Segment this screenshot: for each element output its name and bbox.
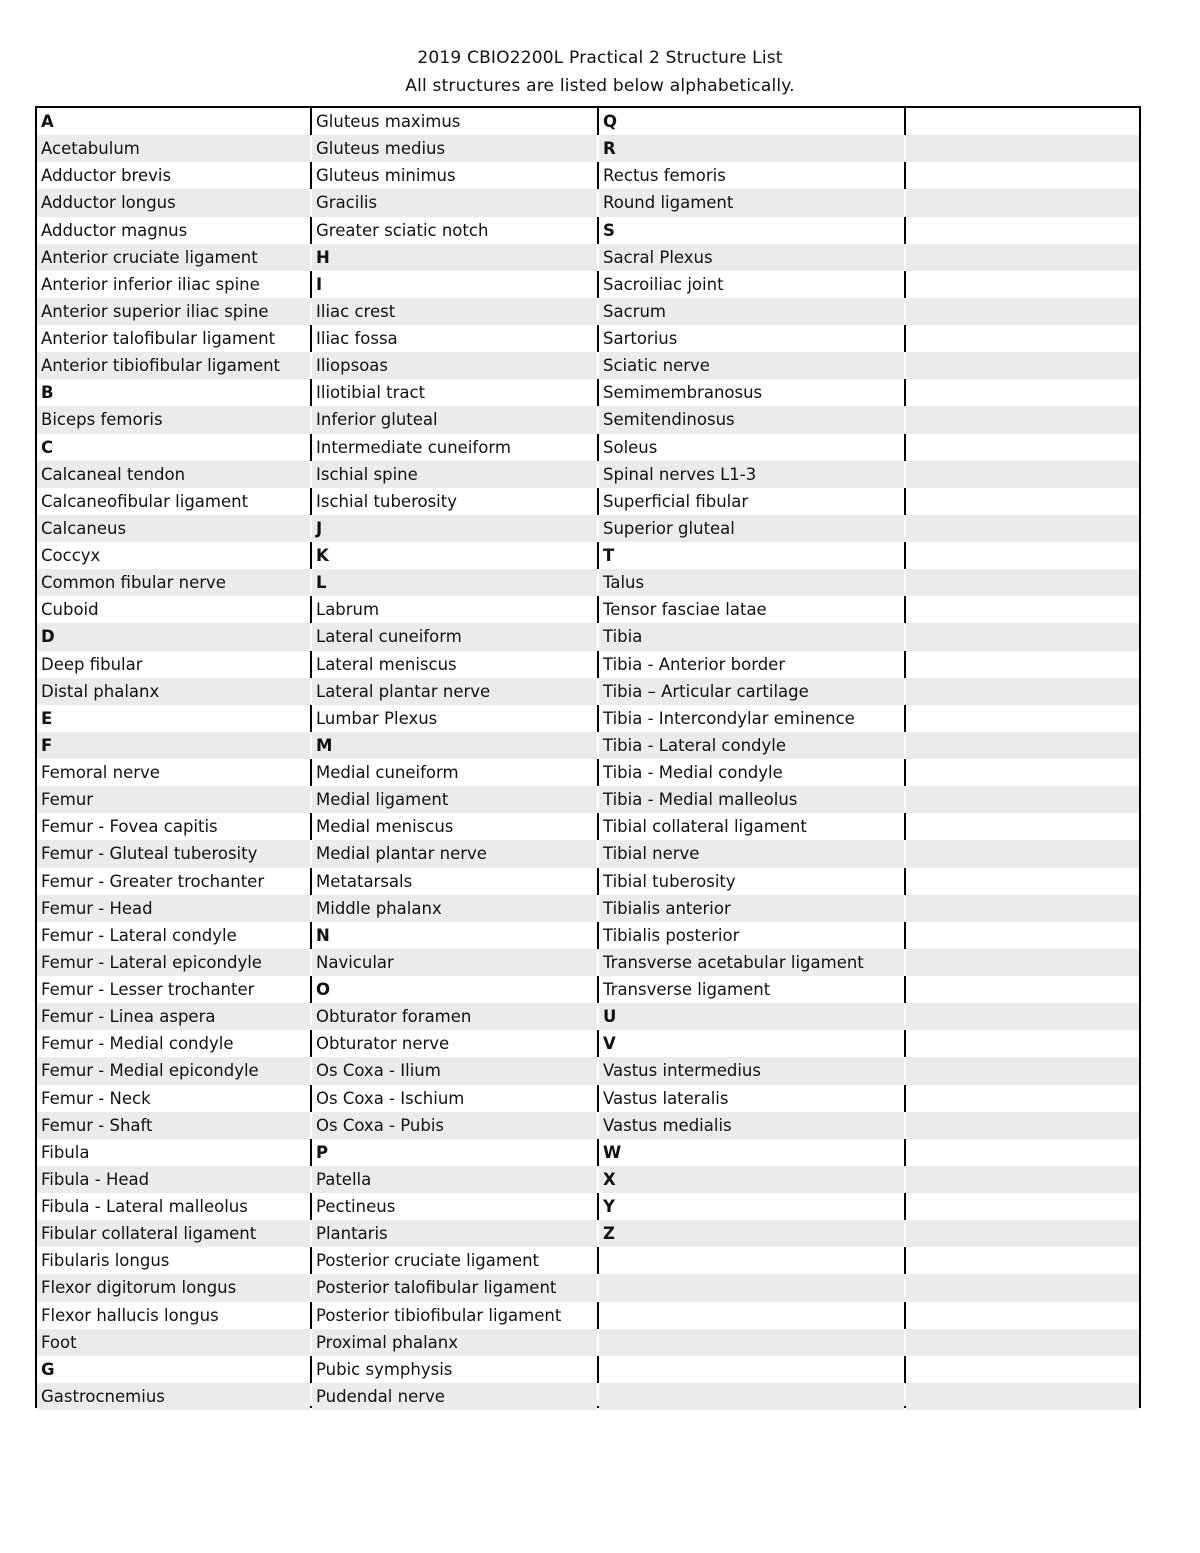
structure-cell: W [598, 1139, 905, 1166]
structure-cell: Vastus lateralis [598, 1085, 905, 1112]
structure-cell: Sartorius [598, 325, 905, 352]
structure-cell: Femoral nerve [41, 763, 160, 783]
table-row [37, 461, 1139, 488]
empty-cell [905, 922, 1139, 949]
structure-cell: Iliopsoas [311, 352, 598, 379]
empty-cell [905, 325, 1139, 352]
structure-cell: Lumbar Plexus [311, 705, 598, 732]
structure-cell: P [311, 1139, 598, 1166]
structure-cell: Intermediate cuneiform [311, 434, 598, 461]
table-row [37, 1085, 1139, 1112]
structure-cell: G [41, 1359, 55, 1379]
structure-cell: Superficial fibular [598, 488, 905, 515]
table-row [37, 651, 1139, 678]
structure-list-table [35, 106, 1141, 1408]
structure-cell: Y [598, 1193, 905, 1220]
structure-cell: Superior gluteal [598, 515, 905, 542]
structure-cell: Navicular [311, 949, 598, 976]
structure-cell: Tibial collateral ligament [598, 813, 905, 840]
empty-cell [905, 244, 1139, 271]
structure-cell: Transverse ligament [598, 976, 905, 1003]
structure-cell: Posterior cruciate ligament [311, 1247, 598, 1274]
table-row [37, 1139, 1139, 1166]
structure-cell: Lateral cuneiform [311, 623, 598, 650]
structure-cell: Femur - Shaft [37, 1112, 311, 1139]
table-row [37, 868, 1139, 895]
table-row [37, 786, 1139, 813]
empty-cell [905, 1247, 1139, 1274]
empty-cell [905, 189, 1139, 216]
structure-cell: Tibia - Lateral condyle [598, 732, 905, 759]
structure-cell: Tibialis anterior [598, 895, 905, 922]
structure-cell: Femur [37, 786, 311, 813]
table-row [37, 542, 1139, 569]
structure-cell: Femur - Lateral condyle [41, 925, 237, 945]
structure-cell: Sacrum [598, 298, 905, 325]
table-row [37, 217, 1139, 244]
structure-cell: D [37, 623, 311, 650]
structure-cell: Tibia – Articular cartilage [598, 678, 905, 705]
empty-cell [905, 1112, 1139, 1139]
structure-cell [598, 1383, 905, 1410]
structure-cell: J [311, 515, 598, 542]
structure-cell: Tibia [598, 623, 905, 650]
structure-cell: E [41, 708, 53, 728]
empty-cell [905, 813, 1139, 840]
structure-cell [598, 1329, 905, 1356]
empty-cell [905, 162, 1139, 189]
table-row [37, 1383, 1139, 1410]
structure-cell: Femur - Medial epicondyle [37, 1057, 311, 1084]
empty-cell [905, 949, 1139, 976]
empty-cell [905, 1030, 1139, 1057]
structure-cell: Os Coxa - Ischium [311, 1085, 598, 1112]
structure-cell: Tensor fasciae latae [598, 596, 905, 623]
table-row [37, 813, 1139, 840]
structure-cell: Metatarsals [311, 868, 598, 895]
empty-cell [905, 705, 1139, 732]
structure-cell: Femur - Lesser trochanter [41, 980, 255, 1000]
empty-cell [905, 434, 1139, 461]
empty-cell [905, 542, 1139, 569]
structure-cell: Femur - Fovea capitis [41, 817, 218, 837]
structure-cell: Anterior talofibular ligament [41, 329, 276, 349]
structure-cell: A [41, 112, 54, 132]
empty-cell [905, 895, 1139, 922]
structure-cell: Common fibular nerve [37, 569, 311, 596]
structure-cell: Iliac crest [311, 298, 598, 325]
table-row [37, 759, 1139, 786]
table-row [37, 1302, 1139, 1329]
structure-cell: Vastus medialis [598, 1112, 905, 1139]
structure-cell: Anterior superior iliac spine [37, 298, 311, 325]
table-row [37, 705, 1139, 732]
structure-cell: Z [598, 1220, 905, 1247]
structure-cell: Posterior talofibular ligament [311, 1274, 598, 1301]
table-row [37, 244, 1139, 271]
structure-cell: Gracilis [311, 189, 598, 216]
structure-cell: Iliac fossa [311, 325, 598, 352]
structure-cell: Os Coxa - Pubis [311, 1112, 598, 1139]
table-row [37, 352, 1139, 379]
empty-cell [905, 352, 1139, 379]
structure-cell: Lateral meniscus [311, 651, 598, 678]
table-row [37, 189, 1139, 216]
empty-cell [905, 1356, 1139, 1383]
structure-cell: Flexor hallucis longus [41, 1305, 219, 1325]
empty-cell [905, 759, 1139, 786]
structure-cell: U [598, 1003, 905, 1030]
structure-cell: Inferior gluteal [311, 406, 598, 433]
structure-cell: Tibial nerve [598, 840, 905, 867]
table-row [37, 1057, 1139, 1084]
empty-cell [905, 840, 1139, 867]
structure-cell: Acetabulum [37, 135, 311, 162]
table-row [37, 434, 1139, 461]
structure-cell [598, 1356, 905, 1383]
structure-cell: Calcaneofibular ligament [41, 491, 249, 511]
table-row [37, 515, 1139, 542]
empty-cell [905, 1329, 1139, 1356]
empty-cell [905, 651, 1139, 678]
structure-cell: Adductor longus [37, 189, 311, 216]
structure-cell: Sciatic nerve [598, 352, 905, 379]
structure-cell: Femur - Greater trochanter [41, 871, 265, 891]
structure-cell: Semitendinosus [598, 406, 905, 433]
structure-cell: Gluteus maximus [311, 108, 598, 135]
structure-cell: Ischial spine [311, 461, 598, 488]
structure-cell: Distal phalanx [37, 678, 311, 705]
structure-cell: Transverse acetabular ligament [598, 949, 905, 976]
empty-cell [905, 461, 1139, 488]
table-row [37, 922, 1139, 949]
empty-cell [905, 868, 1139, 895]
structure-cell: Fibula [41, 1142, 90, 1162]
structure-cell: S [598, 217, 905, 244]
empty-cell [905, 1274, 1139, 1301]
structure-cell: Tibia - Medial malleolus [598, 786, 905, 813]
structure-cell: Anterior cruciate ligament [37, 244, 311, 271]
structure-cell: Coccyx [41, 546, 101, 566]
empty-cell [905, 515, 1139, 542]
empty-cell [905, 1220, 1139, 1247]
structure-cell: Deep fibular [41, 654, 143, 674]
empty-cell [905, 1085, 1139, 1112]
table-row [37, 1247, 1139, 1274]
structure-cell: Obturator nerve [311, 1030, 598, 1057]
structure-cell: Fibular collateral ligament [37, 1220, 311, 1247]
structure-cell: I [311, 271, 598, 298]
structure-cell: Rectus femoris [598, 162, 905, 189]
structure-cell: X [598, 1166, 905, 1193]
structure-cell: Femur - Medial condyle [41, 1034, 234, 1054]
document-title: 2019 CBIO2200L Practical 2 Structure List [417, 48, 783, 68]
structure-cell: F [37, 732, 311, 759]
structure-cell: Biceps femoris [37, 406, 311, 433]
structure-cell: Pudendal nerve [311, 1383, 598, 1410]
table-row [37, 325, 1139, 352]
table-row [37, 949, 1139, 976]
empty-cell [905, 108, 1139, 135]
structure-cell: N [311, 922, 598, 949]
table-row [37, 271, 1139, 298]
structure-cell: Tibia - Anterior border [598, 651, 905, 678]
table-row [37, 895, 1139, 922]
structure-cell: B [41, 383, 54, 403]
table-row [37, 1356, 1139, 1383]
structure-cell: Foot [37, 1329, 311, 1356]
table-row [37, 1030, 1139, 1057]
structure-cell: Femur - Neck [41, 1088, 151, 1108]
empty-cell [905, 1302, 1139, 1329]
structure-cell: Middle phalanx [311, 895, 598, 922]
structure-cell: Gastrocnemius [37, 1383, 311, 1410]
structure-cell: Round ligament [598, 189, 905, 216]
structure-cell: Fibula - Head [37, 1166, 311, 1193]
structure-cell: Gluteus minimus [311, 162, 598, 189]
empty-cell [905, 786, 1139, 813]
structure-cell: R [598, 135, 905, 162]
empty-cell [905, 569, 1139, 596]
structure-cell: Fibula - Lateral malleolus [41, 1197, 248, 1217]
table-row [37, 406, 1139, 433]
structure-cell: Semimembranosus [598, 379, 905, 406]
structure-cell: V [598, 1030, 905, 1057]
structure-cell: Posterior tibiofibular ligament [311, 1302, 598, 1329]
structure-cell: M [311, 732, 598, 759]
structure-cell: Labrum [311, 596, 598, 623]
structure-cell: Gluteus medius [311, 135, 598, 162]
structure-cell: Medial meniscus [311, 813, 598, 840]
table-row [37, 732, 1139, 759]
structure-cell: Adductor magnus [41, 220, 188, 240]
table-row [37, 488, 1139, 515]
empty-cell [905, 271, 1139, 298]
table-row [37, 1112, 1139, 1139]
structure-cell: Talus [598, 569, 905, 596]
structure-cell: K [311, 542, 598, 569]
table-row [37, 108, 1139, 135]
structure-cell: Sacral Plexus [598, 244, 905, 271]
empty-cell [905, 976, 1139, 1003]
structure-cell: Tibial tuberosity [598, 868, 905, 895]
structure-cell: Tibia - Intercondylar eminence [598, 705, 905, 732]
empty-cell [905, 488, 1139, 515]
empty-cell [905, 596, 1139, 623]
empty-cell [905, 1383, 1139, 1410]
empty-cell [905, 135, 1139, 162]
table-row [37, 1274, 1139, 1301]
structure-cell: Femur - Head [37, 895, 311, 922]
structure-cell: Patella [311, 1166, 598, 1193]
structure-cell: Q [598, 108, 905, 135]
structure-cell: Pectineus [311, 1193, 598, 1220]
structure-cell: Anterior inferior iliac spine [41, 274, 260, 294]
table-row [37, 1329, 1139, 1356]
empty-cell [905, 217, 1139, 244]
structure-cell: Femur - Gluteal tuberosity [37, 840, 311, 867]
structure-cell: H [311, 244, 598, 271]
structure-cell [598, 1247, 905, 1274]
table-row [37, 840, 1139, 867]
structure-cell: Medial ligament [311, 786, 598, 813]
structure-cell: Calcaneus [37, 515, 311, 542]
structure-cell: Tibialis posterior [598, 922, 905, 949]
empty-cell [905, 732, 1139, 759]
table-row [37, 1193, 1139, 1220]
empty-cell [905, 1193, 1139, 1220]
document-subtitle: All structures are listed below alphabetically. [405, 76, 795, 96]
table-row [37, 623, 1139, 650]
empty-cell [905, 623, 1139, 650]
table-row [37, 569, 1139, 596]
empty-cell [905, 678, 1139, 705]
structure-cell: Cuboid [41, 600, 99, 620]
structure-cell: Soleus [598, 434, 905, 461]
table-row [37, 135, 1139, 162]
structure-cell: Obturator foramen [311, 1003, 598, 1030]
structure-cell: Plantaris [311, 1220, 598, 1247]
structure-rows [37, 108, 1139, 1410]
structure-cell: L [311, 569, 598, 596]
empty-cell [905, 1003, 1139, 1030]
table-row [37, 1166, 1139, 1193]
structure-cell: Medial plantar nerve [311, 840, 598, 867]
structure-cell: Sacroiliac joint [598, 271, 905, 298]
structure-cell [598, 1274, 905, 1301]
structure-cell: Flexor digitorum longus [37, 1274, 311, 1301]
empty-cell [905, 1057, 1139, 1084]
empty-cell [905, 1166, 1139, 1193]
structure-cell: Ischial tuberosity [311, 488, 598, 515]
structure-cell: Spinal nerves L1-3 [598, 461, 905, 488]
structure-cell: Lateral plantar nerve [311, 678, 598, 705]
structure-cell [598, 1302, 905, 1329]
structure-cell: Vastus intermedius [598, 1057, 905, 1084]
table-row [37, 596, 1139, 623]
structure-cell: Pubic symphysis [311, 1356, 598, 1383]
structure-cell: Adductor brevis [41, 166, 172, 186]
empty-cell [905, 406, 1139, 433]
structure-cell: T [598, 542, 905, 569]
structure-cell: Calcaneal tendon [37, 461, 311, 488]
structure-cell: Iliotibial tract [311, 379, 598, 406]
table-row [37, 678, 1139, 705]
structure-cell: C [41, 437, 54, 457]
table-row [37, 1003, 1139, 1030]
table-row [37, 379, 1139, 406]
structure-cell: Tibia - Medial condyle [598, 759, 905, 786]
structure-cell: Femur - Lateral epicondyle [37, 949, 311, 976]
table-row [37, 1220, 1139, 1247]
table-row [37, 976, 1139, 1003]
structure-cell: O [311, 976, 598, 1003]
empty-cell [905, 379, 1139, 406]
structure-cell: Os Coxa - Ilium [311, 1057, 598, 1084]
structure-cell: Proximal phalanx [311, 1329, 598, 1356]
table-row [37, 298, 1139, 325]
structure-cell: Fibularis longus [41, 1251, 170, 1271]
empty-cell [905, 1139, 1139, 1166]
structure-cell: Medial cuneiform [311, 759, 598, 786]
document-header [0, 44, 1200, 100]
empty-cell [905, 298, 1139, 325]
table-row [37, 162, 1139, 189]
structure-cell: Femur - Linea aspera [37, 1003, 311, 1030]
structure-cell: Greater sciatic notch [311, 217, 598, 244]
structure-cell: Anterior tibiofibular ligament [37, 352, 311, 379]
